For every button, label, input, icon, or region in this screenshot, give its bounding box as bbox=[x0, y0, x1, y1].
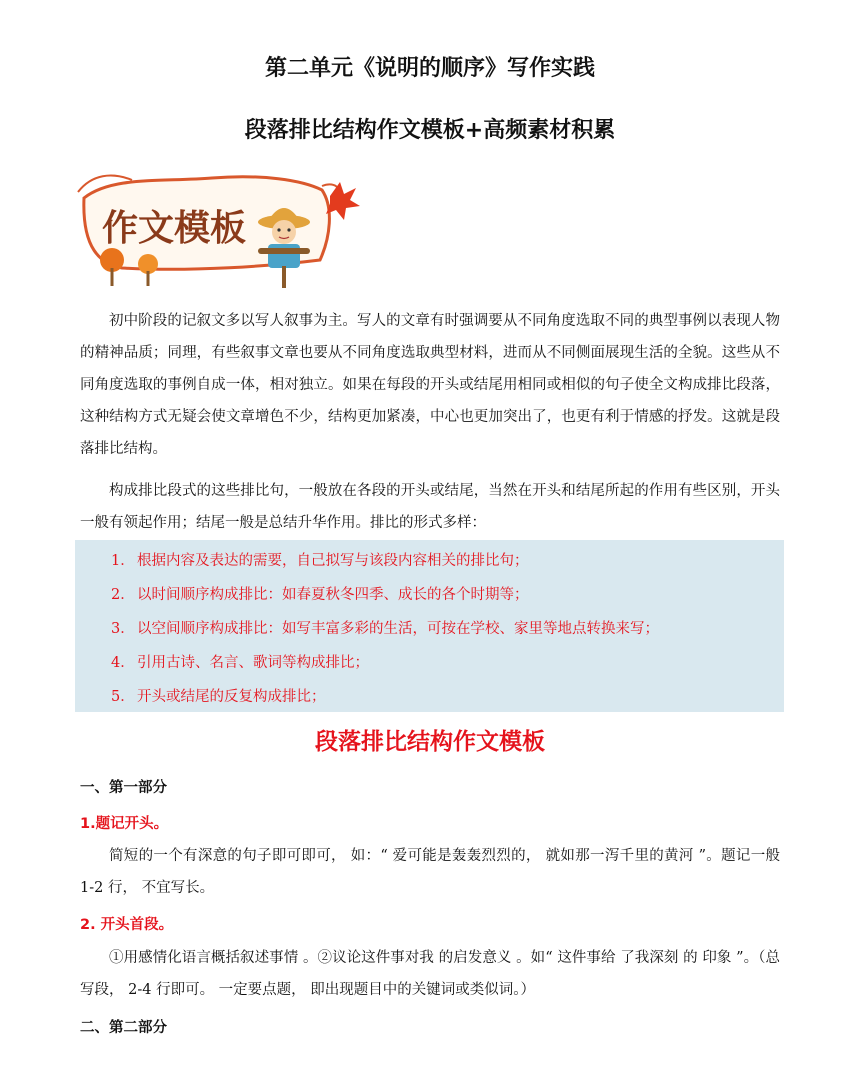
banner-text: 作文模板 bbox=[102, 208, 247, 249]
list-item bbox=[111, 617, 659, 638]
list-item-number: 4． bbox=[111, 655, 135, 671]
list-item bbox=[111, 685, 326, 706]
template-banner-image bbox=[72, 168, 362, 293]
page-subtitle: 段落排比结构作文模板+高频素材积累 bbox=[244, 118, 616, 143]
part-heading-1: 一、第一部分 bbox=[80, 780, 167, 796]
list-item bbox=[111, 549, 529, 570]
step-heading-2: 2. 开头首段。 bbox=[80, 917, 174, 933]
list-item-text: 根据内容及表达的需要，自己拟写与该段内容相关的排比句； bbox=[137, 553, 529, 569]
step-text-1: 简短的一个有深意的句子即可即可， 如：“ 爱可能是轰轰烈烈的， 就如那一泻千里的黄河 ”。题记一般 1-2 行， 不宜写长。 bbox=[80, 848, 780, 896]
list-item bbox=[111, 651, 369, 672]
page-title: 第二单元《说明的顺序》写作实践 bbox=[264, 56, 595, 81]
list-item-text: 以时间顺序构成排比：如春夏秋冬四季、成长的各个时期等； bbox=[137, 587, 529, 603]
step-heading-1: 1.题记开头。 bbox=[80, 816, 169, 832]
list-item bbox=[111, 583, 529, 604]
intro-paragraph-2: 构成排比段式的这些排比句，一般放在各段的开头或结尾，当然在开头和结尾所起的作用有些区别，开头一般有领起作用；结尾一般是总结升华作用。排比的形式多样： bbox=[80, 483, 780, 531]
forms-list-box bbox=[75, 540, 784, 712]
intro-paragraph-1: 初中阶段的记叙文多以写人叙事为主。写人的文章有时强调要从不同角度选取不同的典型事例以表现人物的精神品质；同理，有些叙事文章也要从不同角度选取典型材料，进而从不同侧面展现生活的全貌。这些从不同角度选取的事例自成一体，相对独立。如果在每段的开头或结尾用相同或相似的句子使全文构成排比段落，这种结构方式无疑会使文章增色不少，结构更加紧凑，中心也更加突出了，也更有利于情感的抒发。这就是段落排比结构。 bbox=[80, 313, 780, 457]
list-item-text: 以空间顺序构成排比：如写丰富多彩的生活，可按在学校、家里等地点转换来写； bbox=[137, 621, 659, 637]
list-item-number: 3． bbox=[111, 621, 135, 637]
list-item-text: 开头或结尾的反复构成排比； bbox=[137, 689, 326, 705]
list-item-text: 引用古诗、名言、歌词等构成排比； bbox=[137, 655, 369, 671]
step-text-2: ①用感情化语言概括叙述事情 。②议论这件事对我 的启发意义 。如“ 这件事给 了我深刻 的 印象 ”。（总写段， 2-4 行即可。 一定要点题， 即出现题目中的关键词或类似词。） bbox=[80, 950, 780, 998]
part-heading-2: 二、第二部分 bbox=[80, 1020, 167, 1036]
list-item-number: 1． bbox=[111, 553, 135, 569]
list-item-number: 2． bbox=[111, 587, 135, 603]
list-item-number: 5． bbox=[111, 689, 135, 705]
section-title: 段落排比结构作文模板 bbox=[315, 729, 545, 755]
